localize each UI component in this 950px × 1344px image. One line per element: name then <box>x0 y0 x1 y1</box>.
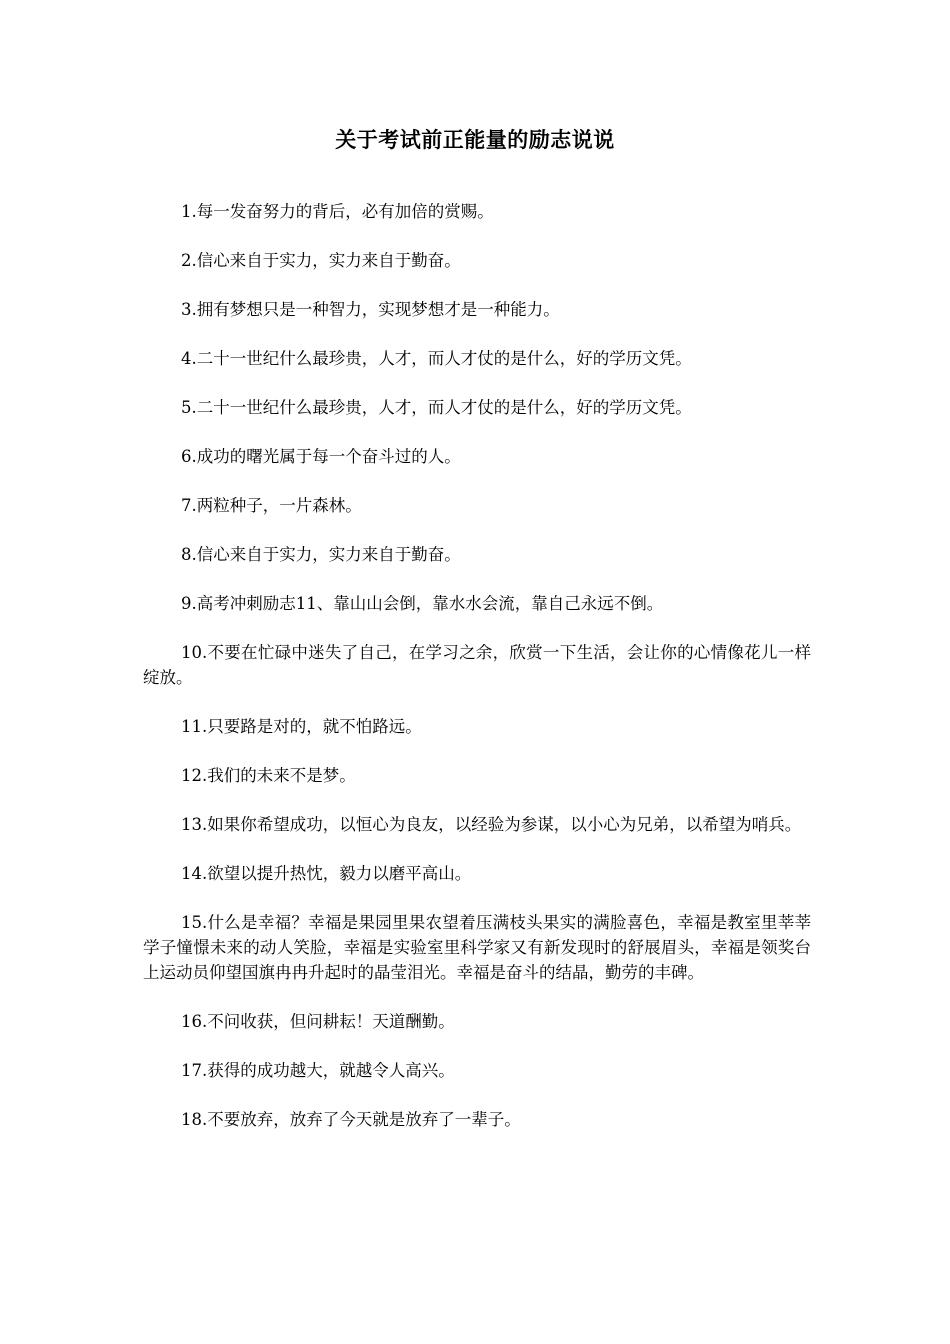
document-body <box>143 199 811 1156</box>
paragraph-3: 3.拥有梦想只是一种智力，实现梦想才是一种能力。 <box>181 300 560 319</box>
paragraph-12: 12.我们的未来不是梦。 <box>181 766 356 785</box>
paragraph-14: 14.欲望以提升热忱，毅力以磨平高山。 <box>181 864 472 883</box>
paragraph-2: 2.信心来自于实力，实力来自于勤奋。 <box>181 251 461 270</box>
paragraph-5: 5.二十一世纪什么最珍贵，人才，而人才仗的是什么，好的学历文凭。 <box>181 398 692 417</box>
paragraph-7: 7.两粒种子，一片森林。 <box>181 496 362 515</box>
paragraph-13: 13.如果你希望成功，以恒心为良友，以经验为参谋，以小心为兄弟，以希望为哨兵。 <box>181 815 802 834</box>
paragraph-9: 9.高考冲刺励志11、靠山山会倒，靠水水会流，靠自己永远不倒。 <box>181 594 664 613</box>
paragraph-4: 4.二十一世纪什么最珍贵，人才，而人才仗的是什么，好的学历文凭。 <box>181 349 692 368</box>
paragraph-6: 6.成功的曙光属于每一个奋斗过的人。 <box>181 447 461 466</box>
paragraph-10: 10.不要在忙碌中迷失了自己，在学习之余，欣赏一下生活，会让你的心情像花儿一样绽放。 <box>143 643 811 687</box>
paragraph-15: 15.什么是幸福？幸福是果园里果农望着压满枝头果实的满脸喜色，幸福是教室里莘莘学子憧憬未来的动人笑脸，幸福是实验室里科学家又有新发现时的舒展眉头，幸福是领奖台上运动员仰望国旗冉冉升起时的晶莹泪光。幸福是奋斗的结晶，勤劳的丰碑。 <box>143 913 811 982</box>
document-title: 关于考试前正能量的励志说说 <box>335 127 615 152</box>
paragraph-17: 17.获得的成功越大，就越令人高兴。 <box>181 1061 455 1080</box>
paragraph-18: 18.不要放弃，放弃了今天就是放弃了一辈子。 <box>181 1110 521 1129</box>
paragraph-11: 11.只要路是对的，就不怕路远。 <box>181 717 422 736</box>
paragraph-8: 8.信心来自于实力，实力来自于勤奋。 <box>181 545 461 564</box>
paragraph-16: 16.不问收获，但问耕耘！天道酬勤。 <box>181 1012 455 1031</box>
paragraph-1: 1.每一发奋努力的背后，必有加倍的赏赐。 <box>181 202 494 221</box>
